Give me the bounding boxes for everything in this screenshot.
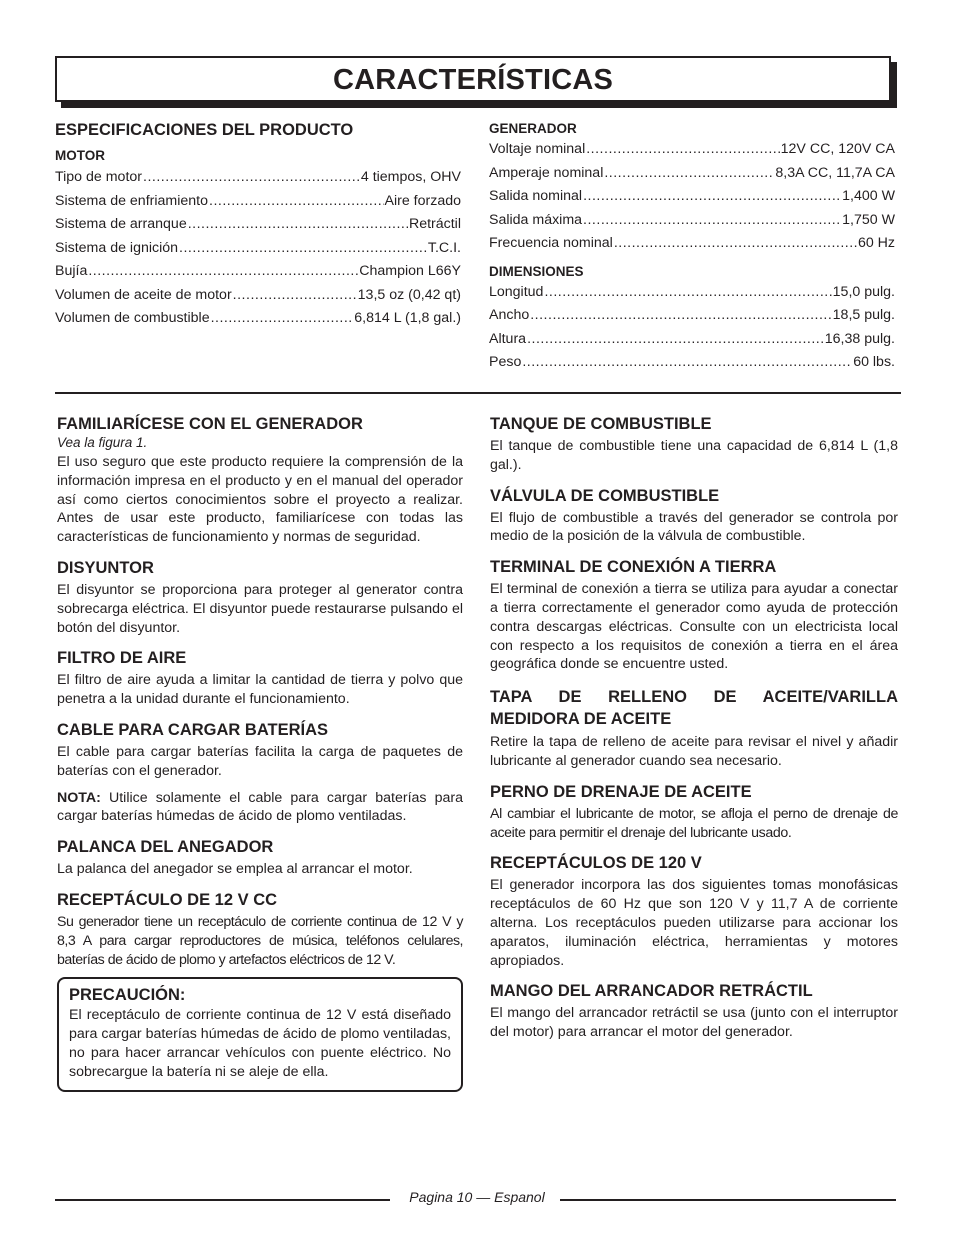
section-tanque (490, 415, 898, 475)
dot-leader (586, 138, 779, 162)
receptaculos-120v-heading: RECEPTÁCULOS DE 120 V (490, 854, 702, 873)
spec-value: Champion L66Y (359, 263, 461, 279)
spec-value: 4 tiempos, OHV (360, 169, 461, 185)
spec-row (55, 213, 461, 237)
dot-leader (143, 166, 360, 190)
section-disyuntor (57, 559, 463, 637)
body-right-column (490, 415, 898, 1054)
familiarice-heading: FAMILIARÍCESE CON EL GENERADOR (57, 415, 363, 433)
spec-label: Frecuencia nominal (489, 235, 613, 251)
caution-box (57, 977, 463, 1091)
dot-leader (188, 213, 408, 237)
spec-label: Peso (489, 354, 522, 370)
spec-value: 18,5 pulg. (832, 307, 895, 323)
section-perno (490, 783, 898, 843)
spec-label: Sistema de ignición (55, 239, 179, 256)
spec-value: 13,5 oz (0,42 qt) (357, 286, 461, 303)
disyuntor-text: El disyuntor se proporciona para proteger al generator contra sobrecarga eléctrica. El disyuntor puede restaurarse pulsando el botón del disyuntor. (57, 581, 463, 636)
specs-heading: ESPECIFICACIONES DEL PRODUCTO (55, 121, 354, 139)
specs-left-column (55, 121, 461, 331)
dot-leader (583, 185, 841, 209)
dimensiones-heading: DIMENSIONES (489, 263, 584, 279)
generador-spec-list (489, 138, 895, 256)
spec-row (489, 185, 895, 209)
spec-value: T.C.I. (427, 239, 461, 256)
generador-heading: GENERADOR (489, 121, 577, 136)
dot-leader (233, 284, 357, 308)
spec-row (55, 260, 461, 284)
footer-label: Pagina 10 — Espanol (401, 1189, 552, 1205)
spec-label: Tipo de motor (55, 169, 143, 185)
spec-label: Altura (489, 330, 527, 347)
spec-row (55, 237, 461, 261)
motor-spec-list (55, 166, 461, 331)
receptaculo-12v-heading: RECEPTÁCULO DE 12 V CC (57, 890, 278, 909)
spec-row (489, 138, 895, 162)
motor-heading: MOTOR (55, 148, 105, 163)
palanca-heading: PALANCA DEL ANEGADOR (57, 838, 274, 857)
page-title: CARACTERÍSTICAS (332, 64, 614, 96)
spec-row (489, 162, 895, 186)
dot-leader (583, 209, 841, 233)
figure-reference: Vea la figura 1. (57, 435, 148, 450)
section-cable (57, 721, 463, 826)
spec-row (489, 281, 895, 305)
page-title-box (55, 56, 891, 102)
spec-label: Sistema de arranque (55, 216, 187, 232)
spec-value: Retráctil (408, 216, 461, 232)
section-mango (490, 982, 898, 1042)
body-left-column (57, 415, 463, 1092)
tanque-text: El tanque de combustible tiene una capacidad de 6,814 L (1,8 gal.). (490, 438, 898, 473)
spec-label: Salida máxima (489, 211, 583, 228)
dot-leader (522, 351, 852, 375)
dot-leader (179, 237, 427, 261)
page-footer (0, 1189, 954, 1205)
dot-leader (88, 260, 358, 284)
dot-leader (211, 307, 354, 331)
dimensiones-spec-list (489, 281, 895, 375)
spec-value: 8,3A CC, 11,7A CA (775, 164, 895, 181)
spec-row (55, 166, 461, 190)
spec-value: Aire forzado (384, 192, 461, 209)
palanca-text: La palanca del anegador se emplea al arrancar el motor. (57, 861, 413, 878)
receptaculo-12v-text: Su generador tiene un receptáculo de corriente continua de 12 V y 8,3 A para cargar reproductores de música, teléfonos celulares, baterías de ácido de plomo y artefactos eléctricos de 12 V. (57, 913, 463, 968)
spec-row (489, 304, 895, 328)
terminal-heading: TERMINAL DE CONEXIÓN A TIERRA (490, 558, 777, 577)
spec-value: 12V CC, 120V CA (780, 141, 895, 157)
cable-text: El cable para cargar baterías facilita la carga de paquetes de baterías con el generador. (57, 743, 463, 779)
disyuntor-heading: DISYUNTOR (57, 558, 154, 577)
filtro-text: El filtro de aire ayuda a limitar la cantidad de tierra y polvo que penetra a la unidad durante el funcionamiento. (57, 672, 463, 708)
spec-row (489, 209, 895, 233)
spec-value: 1,400 W (842, 188, 895, 204)
specs-right-column (489, 121, 895, 375)
valvula-text: El flujo de combustible a través del generador se controla por medio de la posición de la válvula de combustible. (490, 509, 898, 545)
spec-value: 1,750 W (842, 211, 895, 228)
note-text: Utilice solamente el cable para cargar baterías para cargar baterías húmedas de ácido de plomo ventiladas. (57, 789, 463, 825)
section-terminal (490, 558, 898, 674)
spec-label: Amperaje nominal (489, 164, 604, 181)
section-receptaculos-120v (490, 854, 898, 970)
perno-heading: PERNO DE DRENAJE DE ACEITE (490, 782, 752, 801)
cable-heading: CABLE PARA CARGAR BATERÍAS (57, 720, 329, 739)
spec-label: Sistema de enfriamiento (55, 192, 208, 209)
spec-value: 60 lbs. (853, 354, 895, 370)
valvula-heading: VÁLVULA DE COMBUSTIBLE (490, 486, 720, 505)
dot-leader (527, 328, 824, 352)
spec-value: 16,38 pulg. (824, 330, 895, 347)
dot-leader (614, 232, 857, 256)
caution-heading: PRECAUCIÓN: (69, 986, 186, 1005)
dot-leader (209, 190, 384, 214)
perno-text: Al cambiar el lubricante de motor, se afloja el perno de drenaje de aceite para permitir el drenaje del lubricante usado. (490, 805, 898, 841)
spec-value: 6,814 L (1,8 gal.) (354, 310, 461, 326)
spec-label: Voltaje nominal (489, 141, 586, 157)
section-familiarice (57, 415, 463, 547)
spec-row (55, 307, 461, 331)
filtro-heading: FILTRO DE AIRE (57, 649, 187, 668)
tanque-heading: TANQUE DE COMBUSTIBLE (490, 415, 712, 433)
section-palanca (57, 838, 463, 879)
section-valvula (490, 487, 898, 547)
spec-row (55, 284, 461, 308)
caution-text: El receptáculo de corriente continua de 12 V está diseñado para cargar baterías húmedas de ácido de plomo ventiladas, no para hacer arrancar vehículos con puente eléctrico. No sobrecargue la batería ni se aleje de ella. (69, 1007, 451, 1080)
spec-label: Ancho (489, 307, 530, 323)
section-receptaculo-12v (57, 891, 463, 969)
terminal-text: El terminal de conexión a tierra se utiliza para ayudar a conectar a tierra correctamente el generador como ayuda de protección contra descargas eléctricas. Consulte con un electricista local con respecto a los requisitos de conexión a tierra en el área geográfica donde se encuentre usted. (490, 581, 898, 673)
mango-heading: MANGO DEL ARRANCADOR RETRÁCTIL (490, 982, 813, 1001)
spec-label: Longitud (489, 283, 544, 300)
tapa-heading: TAPA DE RELLENO DE ACEITE/VARILLA MEDIDORA DE ACEITE (490, 688, 898, 729)
mango-text: El mango del arrancador retráctil se usa (junto con el interruptor del motor) para arrancar el motor del generador. (490, 1005, 898, 1041)
section-filtro (57, 649, 463, 709)
spec-row (489, 328, 895, 352)
tapa-text: Retire la tapa de relleno de aceite para revisar el nivel y añadir lubricante al generador cuando sea necesario. (490, 734, 898, 769)
cable-note (57, 789, 463, 827)
receptaculos-120v-text: El generador incorpora las dos siguientes tomas monofásicas receptáculos de 60 Hz que son 120 V y 11,7 A de corriente alterna. Los receptáculos pueden utilizarse para accionar los aparatos, iluminación eléctrica, herramientas y motores apropiados. (490, 877, 898, 969)
spec-label: Salida nominal (489, 188, 583, 204)
section-tapa (490, 686, 898, 771)
spec-row (489, 232, 895, 256)
note-label: NOTA: (57, 789, 101, 806)
spec-label: Volumen de combustible (55, 310, 210, 326)
spec-label: Bujía (55, 263, 88, 279)
spec-value: 60 Hz (857, 235, 895, 251)
spec-label: Volumen de aceite de motor (55, 286, 232, 303)
dot-leader (530, 304, 831, 328)
familiarice-text: El uso seguro que este producto requiere la comprensión de la información impresa en el producto y en el manual del operador así como ciertos conocimientos sobre el proyecto a realizar. Antes de usar este producto, familiarícese con todas las características de funcionamiento y normas de seguridad. (57, 454, 463, 546)
section-divider (55, 392, 901, 394)
dot-leader (544, 281, 831, 305)
spec-row (55, 190, 461, 214)
spec-value: 15,0 pulg. (832, 283, 895, 300)
spec-row (489, 351, 895, 375)
dot-leader (604, 162, 774, 186)
